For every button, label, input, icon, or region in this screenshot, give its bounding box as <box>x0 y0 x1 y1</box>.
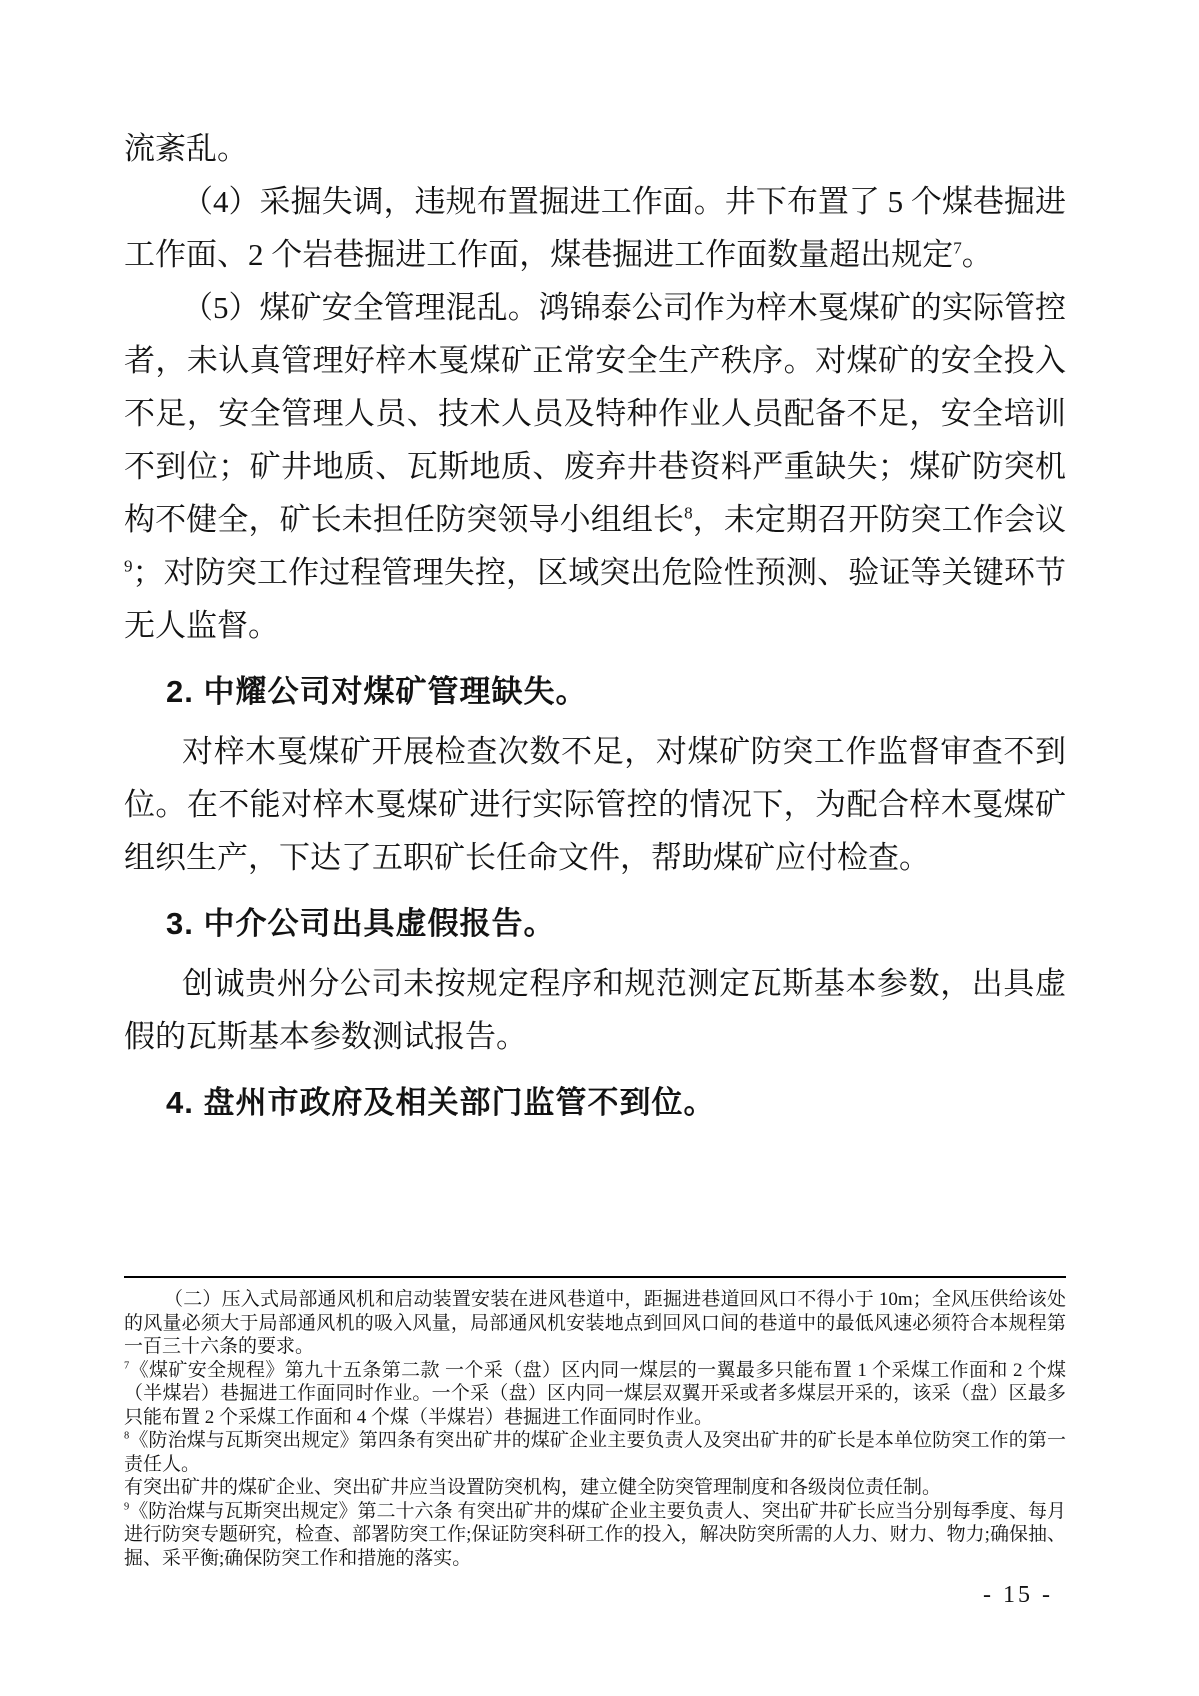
section-heading: 4. 盘州市政府及相关部门监管不到位。 <box>166 1085 716 1120</box>
page-number: - 15 - <box>983 1582 1053 1608</box>
body-paragraph: 对梓木戛煤矿开展检查次数不足，对煤矿防突工作监督审查不到位。在不能对梓木戛煤矿进行实际管控的情况下，为配合梓木戛煤矿组织生产，下达了五职矿长任命文件，帮助煤矿应付检查。 <box>124 734 1066 875</box>
body-paragraph: （4）采掘失调，违规布置掘进工作面。井下布置了 5 个煤巷掘进工作面、2 个岩巷掘进工作面，煤巷掘进工作面数量超出规定$^7$。 <box>124 184 1066 272</box>
footnote-item <box>124 1500 1066 1571</box>
footnote-text: $^8$《防治煤与瓦斯突出规定》第四条有突出矿井的煤矿企业主要负责人及突出矿井的矿长是本单位防突工作的第一责任人。 <box>124 1430 1066 1475</box>
document-body <box>124 122 1066 1136</box>
body-paragraph: 流紊乱。 <box>124 131 248 166</box>
footnote-ref: 9 <box>124 556 133 576</box>
body-paragraph: （5）煤矿安全管理混乱。鸿锦泰公司作为梓木戛煤矿的实际管控者，未认真管理好梓木戛煤矿正常安全生产秩序。对煤矿的安全投入不足，安全管理人员、技术人员及特种作业人员配备不足，安全培训不到位；矿井地质、瓦斯地质、废弃井巷资料严重缺失；煤矿防突机构不健全，矿长未担任防突领导小组组长$^8$，未定期召开防突工作会议$^9$；对防突工作过程管理失控，区域突出危险性预测、验证等关键环节无人监督。 <box>124 290 1067 643</box>
footnote-text: $^9$《防治煤与瓦斯突出规定》第二十六条 有突出矿井的煤矿企业主要负责人、突出矿井矿长应当分别每季度、每月进行防突专题研究，检查、部署防突工作;保证防突科研工作的投入，解决防突所需的人力、财力、物力;确保抽、掘、采平衡;确保防突工作和措施的落实。 <box>124 1500 1066 1569</box>
footnote-marker: 9 <box>124 1501 130 1513</box>
footnote-text: （二）压入式局部通风机和启动装置安装在进风巷道中，距掘进巷道回风口不得小于 10m；全风压供给该处的风量必须大于局部通风机的吸入风量，局部通风机安装地点到回风口间的巷道中的最低风速必须符合本规程第一百三十六条的要求。 <box>124 1289 1066 1357</box>
footnote-area <box>124 1276 1066 1570</box>
footnote-item <box>124 1429 1066 1500</box>
footnote-ref: 7 <box>953 238 962 258</box>
section-heading: 2. 中耀公司对煤矿管理缺失。 <box>166 674 588 709</box>
section-heading: 3. 中介公司出具虚假报告。 <box>166 906 556 941</box>
footnote-marker: 7 <box>124 1360 130 1372</box>
footnote-item <box>124 1288 1066 1359</box>
footnote-separator <box>124 1276 1066 1278</box>
footnote-ref: 8 <box>684 503 693 523</box>
footnotes <box>124 1288 1066 1570</box>
footnote-marker: 8 <box>124 1430 130 1442</box>
footnote-text: $^7$《煤矿安全规程》第九十五条第二款 一个采（盘）区内同一煤层的一翼最多只能布置 1 个采煤工作面和 2 个煤（半煤岩）巷掘进工作面同时作业。一个采（盘）区内同一煤层双翼开采或者多煤层开采的，该采（盘）区最多只能布置 2 个采煤工作面和 4 个煤（半煤岩）巷掘进工作面同时作业。 <box>124 1359 1066 1428</box>
footnote-text: 有突出矿井的煤矿企业、突出矿井应当设置防突机构，建立健全防突管理制度和各级岗位责任制。 <box>124 1477 942 1498</box>
footnote-item <box>124 1359 1066 1430</box>
body-paragraph: 创诚贵州分公司未按规定程序和规范测定瓦斯基本参数，出具虚假的瓦斯基本参数测试报告。 <box>124 966 1066 1054</box>
